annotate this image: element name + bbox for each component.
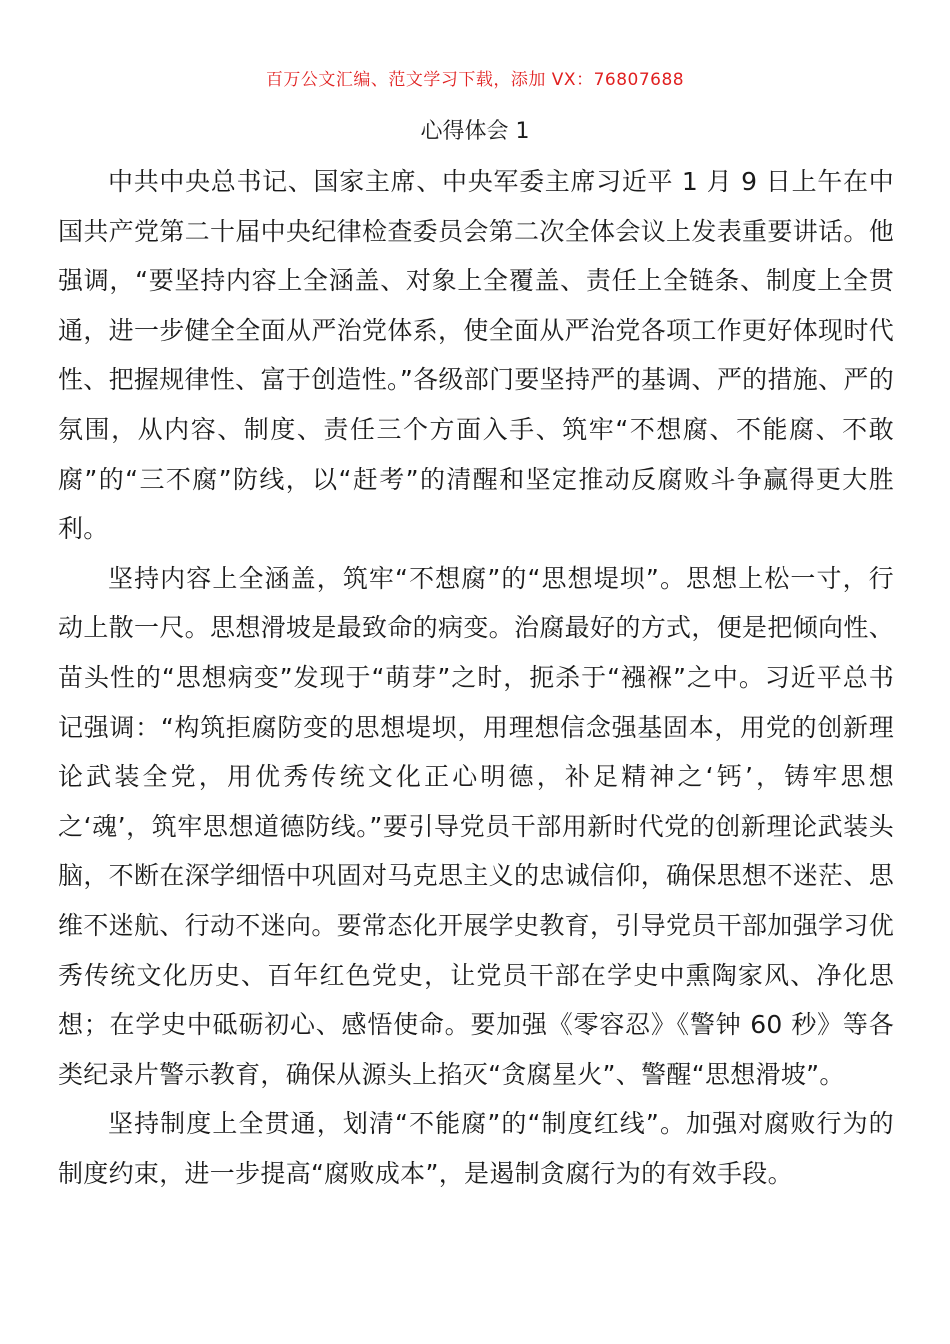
paragraph-1: 中共中央总书记、国家主席、中央军委主席习近平 1 月 9 日上午在中国共产党第二十届中央纪律检查委员会第二次全体会议上发表重要讲话。他强调，“要坚持内容上全涵盖、对象上全覆盖、责任上全链条、制度上全贯通，进一步健全全面从严治党体系，使全面从严治党各项工作更好体现时代性、把握规律性、富于创造性。”各级部门要坚持严的基调、严的措施、严的氛围，从内容、制度、责任三个方面入手、筑牢“不想腐、不能腐、不敢腐”的“三不腐”防线，以“赶考”的清醒和坚定推动反腐败斗争赢得更大胜利。	[58, 167, 894, 544]
document-body	[58, 157, 894, 1198]
watermark-banner: 百万公文汇编、范文学习下载，添加 VX：76807688	[265, 70, 685, 90]
paragraph-3: 坚持制度上全贯通，划清“不能腐”的“制度红线”。加强对腐败行为的制度约束，进一步提高“腐败成本”，是遏制贪腐行为的有效手段。	[58, 1109, 894, 1188]
paragraph-2: 坚持内容上全涵盖，筑牢“不想腐”的“思想堤坝”。思想上松一寸，行动上散一尺。思想滑坡是最致命的病变。治腐最好的方式，便是把倾向性、苗头性的“思想病变”发现于“萌芽”之时，扼杀于“襁褓”之中。习近平总书记强调：“构筑拒腐防变的思想堤坝，用理想信念强基固本，用党的创新理论武装全党，用优秀传统文化正心明德，补足精神之‘钙’，铸牢思想之‘魂’，筑牢思想道德防线。”要引导党员干部用新时代党的创新理论武装头脑，不断在深学细悟中巩固对马克思主义的忠诚信仰，确保思想不迷茫、思维不迷航、行动不迷向。要常态化开展学史教育，引导党员干部加强学习优秀传统文化历史、百年红色党史，让党员干部在学史中熏陶家风、净化思想；在学史中砥砺初心、感悟使命。要加强《零容忍》《警钟 60 秒》等各类纪录片警示教育，确保从源头上掐灭“贪腐星火”、警醒“思想滑坡”。	[58, 563, 894, 1089]
document-title: 心得体会 1	[420, 119, 530, 144]
